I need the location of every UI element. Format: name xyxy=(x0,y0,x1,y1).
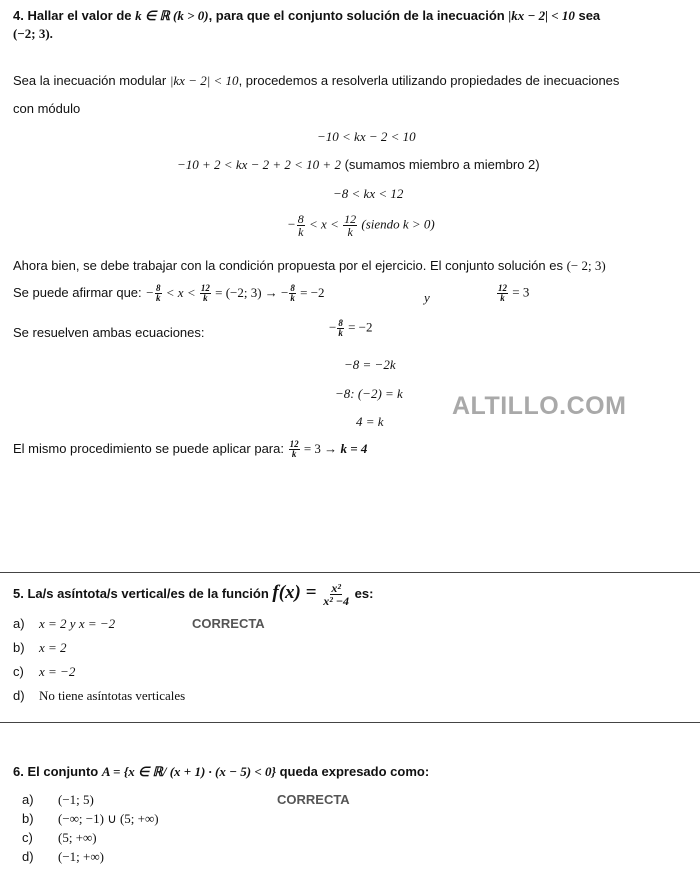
q4-intro-text: Sea la inecuación modular xyxy=(13,73,170,88)
q5-option-d-text: No tiene asíntotas verticales xyxy=(39,688,186,703)
q6-option-a-text: (−1; 5) xyxy=(58,792,94,807)
q6-option-d-text: (−1; +∞) xyxy=(58,849,104,864)
q4-step1-frac xyxy=(337,319,344,338)
q4-eq4-den2: k xyxy=(347,225,353,239)
q4-intro-line2: con módulo xyxy=(13,101,81,116)
q6-title-suffix: queda expresado como: xyxy=(276,764,430,779)
q4-eq4 xyxy=(287,213,435,238)
q4-mismo-frac xyxy=(289,440,300,459)
q4-afirmar-mid: < x < xyxy=(162,284,199,300)
q4-eq3: −8 < kx < 12 xyxy=(333,186,404,201)
q4-ahora-text: Ahora bien, se debe trabajar con la condición propuesta por el ejercicio. El conjunto solución es xyxy=(13,258,567,273)
q5-option-a-text: x = 2 y x = −2 xyxy=(39,616,116,631)
q4-afirmar-text: Se puede afirmar que: xyxy=(13,284,146,300)
q4-eq2-note: (sumamos miembro a miembro 2) xyxy=(340,157,540,172)
q6-option-a[interactable] xyxy=(22,792,94,808)
q6-option-a-letter: a) xyxy=(22,792,34,807)
q6-correct-label: CORRECTA xyxy=(277,792,350,807)
q4-eq4-den1: k xyxy=(298,225,304,239)
q6-title-math: A = {x ∈ ℝ/ (x + 1) · (x − 5) < 0} xyxy=(101,764,276,779)
q4-resuelven: Se resuelven ambas ecuaciones: xyxy=(13,325,205,340)
q4-intro xyxy=(13,73,619,89)
q5-option-b-letter: b) xyxy=(13,640,25,655)
q4-title-suffix: sea xyxy=(574,8,601,23)
divider-2 xyxy=(0,722,700,723)
q4-mismo-den: k xyxy=(291,449,297,459)
q5-option-a-letter: a) xyxy=(13,616,25,631)
q4-ahora xyxy=(13,258,606,274)
q4-right-frac xyxy=(497,284,508,303)
q5-option-d-letter: d) xyxy=(13,688,25,703)
q4-title-math-k: k ∈ ℝ (k > 0) xyxy=(135,8,209,23)
q5-option-d[interactable] xyxy=(13,688,185,704)
q4-mismo-end: = 3 → xyxy=(300,440,341,456)
q4-afirmar-num2: 12 xyxy=(200,283,210,293)
q4-eq4-mid: < x < xyxy=(305,216,343,232)
q4-mismo xyxy=(13,440,367,459)
q6-option-c-text: (5; +∞) xyxy=(58,830,97,845)
q4-mismo-num: 12 xyxy=(289,439,299,449)
q6-option-c[interactable] xyxy=(22,830,97,846)
q4-step4: 4 = k xyxy=(356,414,384,429)
divider-1 xyxy=(0,572,700,573)
q4-afirmar-den3: k xyxy=(290,293,295,303)
q4-title-math-ineq: |kx − 2| < 10 xyxy=(508,8,575,23)
q5-title-frac xyxy=(322,582,350,607)
q4-afirmar-num3: 8 xyxy=(290,283,295,293)
q4-eq4-frac2 xyxy=(343,213,357,238)
q4-right-num: 12 xyxy=(498,283,507,293)
q5-title xyxy=(13,582,373,607)
q5-option-c[interactable] xyxy=(13,664,75,680)
q4-step1 xyxy=(329,319,373,338)
q4-afirmar-frac1 xyxy=(155,284,162,303)
q4-ahora-math: (− 2; 3) xyxy=(566,258,606,273)
q4-eq4-minus: − xyxy=(287,216,296,232)
q6-option-d[interactable] xyxy=(22,849,104,865)
q4-afirmar xyxy=(13,284,325,303)
q4-eq2 xyxy=(177,157,540,173)
q4-eq4-num1: 8 xyxy=(297,212,304,226)
q4-eq4-num2: 12 xyxy=(344,212,357,226)
q4-eq1: −10 < kx − 2 < 10 xyxy=(317,129,416,144)
q5-option-b-text: x = 2 xyxy=(39,640,67,655)
q4-right-eq xyxy=(496,284,529,303)
q4-afirmar-frac3 xyxy=(289,284,296,303)
q4-afirmar-end: = −2 xyxy=(296,284,325,300)
q4-right-end: = 3 xyxy=(509,284,530,300)
q4-eq4-note: (siendo k > 0) xyxy=(358,216,435,232)
q5-title-den: x² −4 xyxy=(323,594,350,609)
q4-title xyxy=(13,8,600,24)
q6-option-c-letter: c) xyxy=(22,830,33,845)
q4-eq2-math: −10 + 2 < kx − 2 + 2 < 10 + 2 xyxy=(177,157,341,172)
q5-option-b[interactable] xyxy=(13,640,67,656)
q4-step1-den: k xyxy=(338,328,343,338)
q4-afirmar-minus: − xyxy=(145,284,155,300)
q5-title-fx: f(x) = xyxy=(272,582,322,603)
q4-afirmar-num1: 8 xyxy=(156,283,161,293)
q4-mismo-text: El mismo procedimiento se puede aplicar para: xyxy=(13,440,288,456)
q6-option-b-letter: b) xyxy=(22,811,34,826)
q4-y-word: y xyxy=(424,290,430,305)
q4-intro-rest: , procedemos a resolverla utilizando propiedades de inecuaciones xyxy=(238,73,620,88)
q4-eq4-frac1 xyxy=(297,213,305,238)
q5-correct-label: CORRECTA xyxy=(192,616,265,631)
q5-option-c-letter: c) xyxy=(13,664,24,679)
q4-step1-num: 8 xyxy=(338,318,343,328)
altillo-watermark: ALTILLO.COM xyxy=(452,392,627,420)
q5-option-a[interactable] xyxy=(13,616,115,632)
q4-afirmar-den2: k xyxy=(203,293,208,303)
q4-mismo-result: k = 4 xyxy=(340,440,368,456)
q6-title xyxy=(13,764,429,780)
q4-title-mid: , para que el conjunto solución de la inecuación xyxy=(208,8,509,23)
q4-title-prefix: 4. Hallar el valor de xyxy=(13,8,136,23)
q4-intro-math: |kx − 2| < 10 xyxy=(169,73,239,88)
q4-title-line2: (−2; 3). xyxy=(13,26,53,41)
q4-afirmar-den1: k xyxy=(156,293,161,303)
q6-option-b-text: (−∞; −1) ∪ (5; +∞) xyxy=(58,811,159,826)
q5-title-suffix: es: xyxy=(351,586,374,601)
q6-option-d-letter: d) xyxy=(22,849,34,864)
q5-option-c-text: x = −2 xyxy=(39,664,76,679)
q6-option-b[interactable] xyxy=(22,811,159,827)
q4-afirmar-frac2 xyxy=(200,284,211,303)
q4-right-den: k xyxy=(500,293,505,303)
q4-afirmar-eq: = (−2; 3) → − xyxy=(211,284,289,300)
q4-step1-minus: − xyxy=(329,319,337,335)
q4-step3: −8: (−2) = k xyxy=(335,386,403,401)
q6-title-prefix: 6. El conjunto xyxy=(13,764,102,779)
q4-step2: −8 = −2k xyxy=(344,357,396,372)
q5-title-num: x² xyxy=(331,581,341,596)
q5-title-prefix: 5. La/s asíntota/s vertical/es de la función xyxy=(13,586,273,601)
q4-step1-end: = −2 xyxy=(344,319,373,335)
